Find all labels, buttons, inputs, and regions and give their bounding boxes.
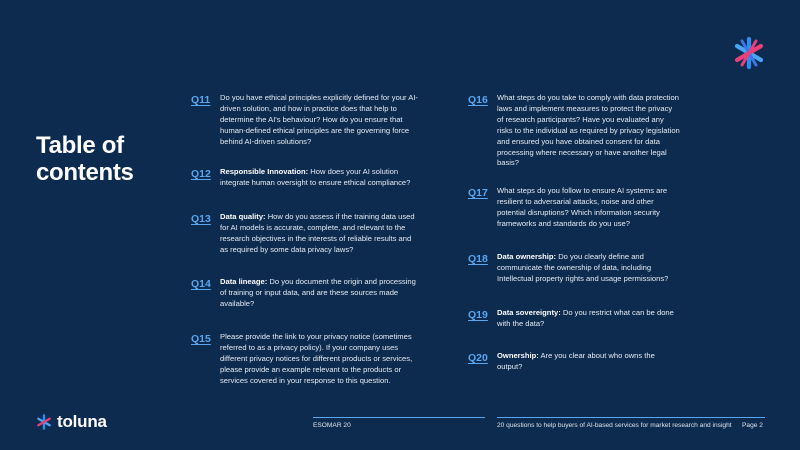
toluna-mark-icon: [36, 414, 52, 430]
footer-divider-left: [313, 417, 485, 418]
question-text: Data sovereignty: Do you restrict what can be done with the data?: [497, 308, 674, 328]
question-q15: [191, 332, 421, 387]
question-number[interactable]: Q14: [191, 278, 211, 290]
brand-name: toluna: [57, 412, 107, 431]
question-number[interactable]: Q12: [191, 168, 211, 180]
footer-divider-right: [497, 417, 765, 418]
question-number[interactable]: Q16: [468, 94, 488, 106]
footer-description: 20 questions to help buyers of AI-based services for market research and insight: [497, 422, 732, 429]
question-q13: [191, 212, 421, 256]
question-number[interactable]: Q17: [468, 187, 488, 199]
question-text: Do you have ethical principles explicitly defined for your AI-driven solution, and how in practice does that help to determine the AI's behaviour? How do you ensure that human-defined ethical principles are the governing force behind AI-driven solutions?: [220, 93, 418, 146]
question-q16: [468, 93, 680, 169]
question-q14: [191, 277, 421, 310]
question-q18: [468, 252, 680, 285]
question-text: Data lineage: Do you document the origin and processing of training or input data, and are these sources made available?: [220, 277, 416, 308]
question-text: What steps do you follow to ensure AI systems are resilient to adversarial attacks, noise and other potential disruptions? Which information security frameworks and standards do you use?: [497, 186, 668, 228]
question-q19: [468, 308, 680, 330]
question-number[interactable]: Q19: [468, 309, 488, 321]
question-q12: [191, 167, 421, 189]
question-number[interactable]: Q11: [191, 94, 211, 106]
toluna-logo: [36, 412, 107, 432]
footer-label: ESOMAR 20: [313, 422, 351, 429]
question-text: Responsible Innovation: How does your AI solution integrate human oversight to ensure ethical compliance?: [220, 167, 411, 187]
page-number: Page 2: [742, 422, 763, 429]
question-number[interactable]: Q15: [191, 333, 211, 345]
toluna-mark-icon: [732, 36, 766, 70]
question-q17: [468, 186, 680, 230]
question-text: Please provide the link to your privacy notice (sometimes referred to as a privacy policy). If your company uses different privacy notices for different products or services, please provide an example relevant to the products or services covered in your response to this question.: [220, 332, 413, 385]
question-number[interactable]: Q18: [468, 253, 488, 265]
question-q20: [468, 351, 680, 373]
question-text: Data ownership: Do you clearly define and communicate the ownership of data, including Intellectual property rights and usage permissions?: [497, 252, 669, 283]
question-text: Ownership: Are you clear about who owns the output?: [497, 351, 655, 371]
question-text: What steps do you take to comply with data protection laws and implement measures to protect the privacy of research participants? Have you evaluated any risks to the individual as required by privacy legislation and ensured you have obtained consent for data processing where necessary or have another legal basis?: [497, 93, 680, 168]
question-number[interactable]: Q13: [191, 213, 211, 225]
question-q11: [191, 93, 421, 148]
question-number[interactable]: Q20: [468, 352, 488, 364]
question-text: Data quality: How do you assess if the training data used for AI models is accurate, complete, and relevant to the research objectives in the interests of reliable results and as required by some data privacy laws?: [220, 212, 415, 254]
page-title: Table of contents: [36, 132, 134, 186]
